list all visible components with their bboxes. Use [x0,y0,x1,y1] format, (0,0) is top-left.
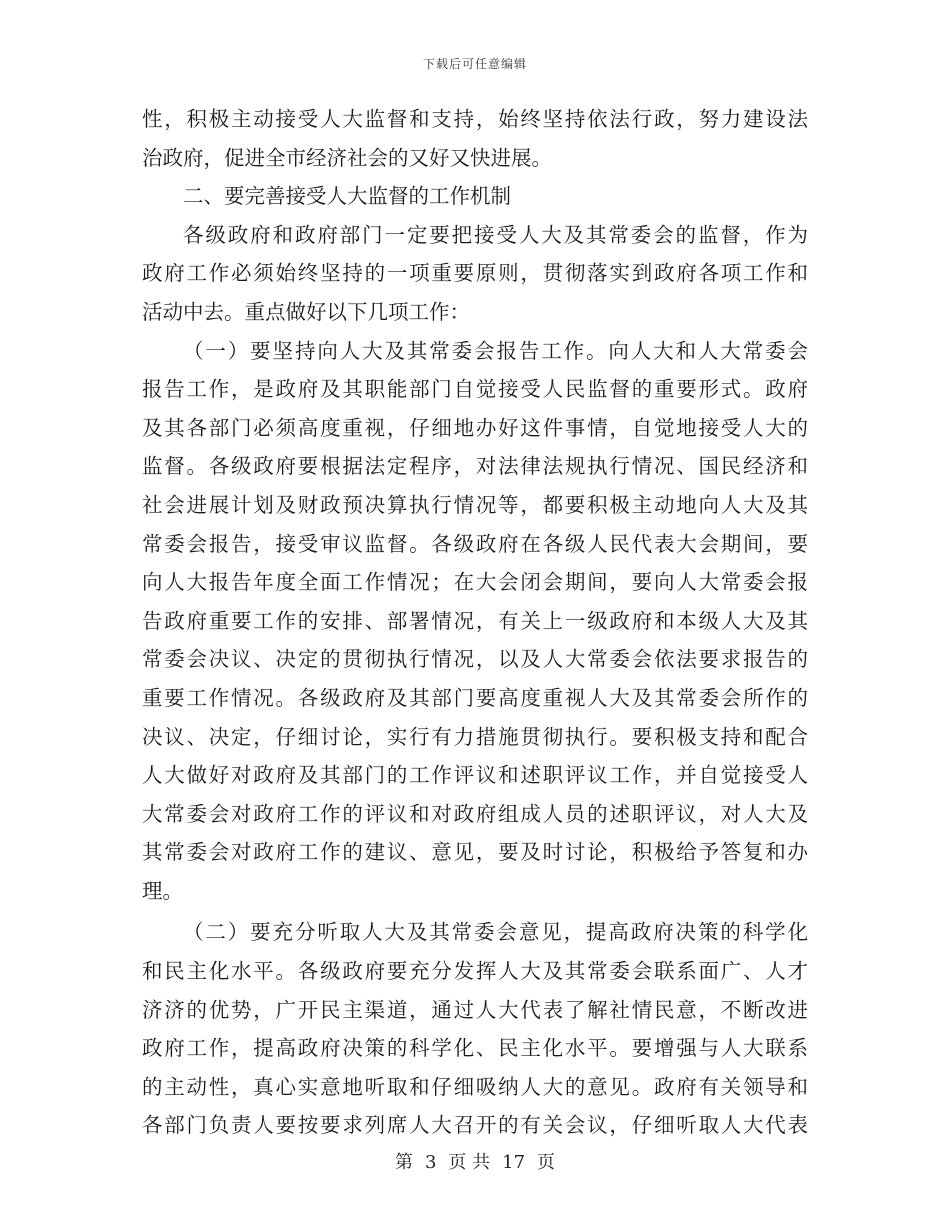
page-label-suffix: 页 [537,1152,556,1173]
text-line: 向人大报告年度全面工作情况；在大会闭会期间，要向人大常委会报 [142,570,808,595]
text-line: 常委会报告，接受审议监督。各级政府在各级人民代表大会期间，要 [142,531,808,556]
text-line: 各部门负责人要按要求列席人大召开的有关会议，仔细听取人大代表 [142,1113,808,1138]
section-heading: 二、要完善接受人大监督的工作机制 [183,184,511,209]
page-total: 17 [502,1152,526,1173]
text-line: 常委会决议、决定的贯彻执行情况，以及人大常委会依法要求报告的 [142,647,808,672]
text-line: 报告工作，是政府及其职能部门自觉接受人民监督的重要形式。政府 [142,377,808,402]
page-label-prefix: 第 [394,1152,413,1173]
page-label-middle: 页 共 [448,1152,491,1173]
text-line: 的主动性，真心实意地听取和仔细吸纳人大的意见。政府有关领导和 [142,1074,808,1099]
page-current: 3 [424,1152,437,1173]
text-line: 治政府，促进全市经济社会的又好又快进展。 [142,145,552,170]
text-line: 其常委会对政府工作的建议、意见，要及时讨论，积极给予答复和办 [142,840,808,865]
text-line: 告政府重要工作的安排、部署情况，有关上一级政府和本级人大及其 [142,608,808,633]
subsection-line: （二）要充分听取人大及其常委会意见，提高政府决策的科学化 [183,920,808,945]
text-line: 大常委会对政府工作的评议和对政府组成人员的述职评议，对人大及 [142,801,808,826]
text-line: 人大做好对政府及其部门的工作评议和述职评议工作，并自觉接受人 [142,763,808,788]
text-line: 政府工作必须始终坚持的一项重要原则，贯彻落实到政府各项工作和 [142,261,808,286]
text-line: 重要工作情况。各级政府及其部门要高度重视人大及其常委会所作的 [142,685,808,710]
text-line: 及其各部门必须高度重视，仔细地办好这件事情，自觉地接受人大的 [142,415,808,440]
subsection-line: （一）要坚持向人大及其常委会报告工作。向人大和人大常委会 [183,338,808,363]
text-line: 活动中去。重点做好以下几项工作： [142,299,470,324]
text-line: 社会进展计划及财政预决算执行情况等，都要积极主动地向人大及其 [142,492,808,517]
text-line: 和民主化水平。各级政府要充分发挥人大及其常委会联系面广、人才 [142,959,808,984]
text-line: 各级政府和政府部门一定要把接受人大及其常委会的监督，作为 [183,222,808,247]
text-line: 济济的优势，广开民主渠道，通过人大代表了解社情民意，不断改进 [142,997,808,1022]
text-line: 理。 [142,878,183,903]
text-line: 决议、决定，仔细讨论，实行有力措施贯彻执行。要积极支持和配合 [142,724,808,749]
text-line: 监督。各级政府要根据法定程序，对法律法规执行情况、国民经济和 [142,454,808,479]
text-line: 性，积极主动接受人大监督和支持，始终坚持依法行政，努力建设法 [142,107,808,131]
page-footer [0,1148,950,1174]
document-body [142,100,808,1145]
text-line: 政府工作，提高政府决策的科学化、民主化水平。要增强与人大联系 [142,1036,808,1061]
page-header: 下载后可任意编辑 [422,57,527,71]
